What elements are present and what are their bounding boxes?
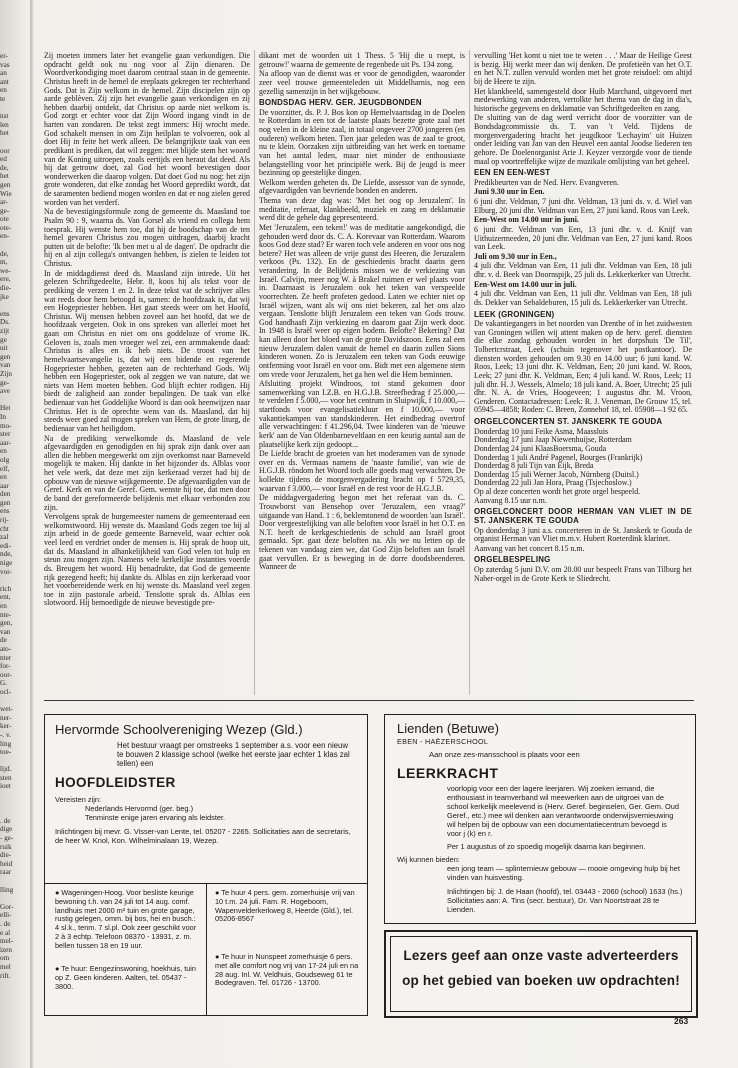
- edge-fragment: mo-: [0, 421, 12, 430]
- edge-fragment: [0, 757, 26, 766]
- edge-fragment: elli-: [0, 911, 12, 920]
- paragraph: Thema van deze dag was: 'Met het oog op Jeruzalem'. In meditatie, referaat, klankbeeld, muziek en zang en deklamatie werd dit de gehele dag gepresenteerd.: [259, 196, 465, 223]
- edge-fragment: gen: [0, 180, 11, 189]
- edge-fragment: ster: [0, 430, 11, 439]
- edge-fragment: van: [0, 361, 11, 370]
- paragraph: 4 juli dhr. Veldman van Een, 11 juli dhr. Veldman van Een, 18 juli dhr. v. d. Beek van Doornspijk, 25 juli ds. Lekkerkerker van Utrecht.: [474, 261, 692, 279]
- edge-fragment: die-: [0, 284, 12, 293]
- paragraph: 6 juni dhr. Veldman van Een, 13 juni dhr. v. d. Knijf van Uithuizermeeden, 20 juni dhr. Veldman van Een, 27 juni kand. Roos van Leek.: [474, 224, 692, 252]
- section-heading: BONDSDAG HERV. GER. JEUGDBONDEN: [259, 98, 422, 108]
- edge-fragment: len: [0, 120, 9, 129]
- edge-fragment: gen: [0, 498, 11, 507]
- edge-fragment: en: [0, 602, 7, 610]
- paragraph: Aanvang van het concert 8.15 n.m.: [474, 543, 585, 553]
- edge-fragment: rift.: [0, 971, 11, 980]
- edge-fragment: nter: [0, 653, 12, 662]
- edge-fragment: ocl-: [0, 687, 12, 696]
- concert-item: Donderdag 15 juli Werner Jacob, Nürnberg (Duitsl.): [474, 469, 639, 479]
- edge-fragment: gen: [0, 352, 11, 361]
- edge-fragment: we-: [0, 266, 11, 275]
- edge-fragment: ker-: [0, 722, 12, 731]
- paragraph: Welkom werden geheten ds. De Liefde, assessor van de synode, afgevaardigden van bevriende bonden en anderen.: [259, 177, 465, 196]
- edge-fragment: mel: [0, 962, 11, 971]
- bookseller-advert: [384, 930, 698, 1018]
- classified-aalten: ● Te huur: Eengezinswoning, hoekhuis, tuin op Z. Geen kinderen. Aalten, tel. 05437 - 3800.: [55, 964, 196, 991]
- edge-fragment: m,: [0, 258, 8, 267]
- edge-fragment: [0, 241, 26, 250]
- paragraph: Op zaterdag 5 juni D.V. om 20.00 uur bespeelt Frans van Tilburg het Naber-orgel in de Grote Kerk te Sliedrecht.: [474, 565, 692, 583]
- edge-fragment: -. v.: [0, 730, 11, 739]
- paragraph: Predikbeurten van de Ned. Herv. Evangveren.: [474, 177, 619, 187]
- edge-fragment: ioet: [0, 782, 11, 791]
- advert-contact: Inlichtingen bij mevr. G. Visser-van Lente, tel. 05207 - 2265. Sollicitaties aan de secretaris, de heer W. Knol, Kon. Wilhelminalaan 19, Wezep.: [55, 826, 351, 845]
- edge-fragment: van: [0, 627, 11, 636]
- paragraph: 6 juni dhr. Veldman, 7 juni dhr. Veldman, 13 juni ds. v. d. Wiel van Elburg, 20 juni dhr. Veldman van Een, 27 juni kand. Roos van Leek.: [474, 197, 692, 215]
- edge-fragment: die-: [0, 851, 12, 860]
- concert-item: Donderdag 8 juli Tijn van Eijk, Breda: [474, 461, 594, 471]
- edge-fragment: nige: [0, 559, 13, 568]
- edge-fragment: [0, 800, 26, 809]
- school-name: EBEN - HAËZERSCHOOL: [397, 737, 489, 746]
- concert-item: Donderdag 24 juni KlaasBoersma, Gouda: [474, 443, 607, 453]
- paragraph: In de middagdienst deed ds. Maasland zijn intrede. Uit het gelezen Schriftgedeelte, Hebr. 8, koos hij als tekst voor de prediking de verzen 1 en 2. In deze tekst vat de schrijver alles wat reeds door hem betoogd is, samen: de hoofdzaak is, dat wij een Hogepriester hebben. Het gaat steeds weer om het Hoofd, Christus. Wij mensen hebben zoveel aan het hoofd, dat we de hoofdzaak vergeten. Ook in ons spreken van allerlei moet het gaan om Christus en niet om ons goddeloze of vrome IK. Geloven is, zoals men vroeger wel zei, een armmakende daad: Christus is alles en ik heb niets. De troost van het hemelvaartsevangelie is, dat wij een bidende en regerende Hogepriester hebben, gezeten aan de rechterhand Gods. Wij hebben een Hogepriester, ook al zeggen we van nature, dat we niets van Hem moeten hebben. God blijft echter rodigen. Hij biedt de zaligheid aan zonder bepalingen. De taak van elke bedienaar van het Goddelijke Woord is dan ook heenwijzen naar Christus. Het is de oprechte wens van ds. Maasland, dat hij steeds weer goed zal mogen spreken van Hem, de grote liturg, de bedienaar van het heiligdom.: [44, 268, 250, 433]
- paragraph: De vakantiegangers in het noorden van Drenthe of in het zuidwesten van Groningen willen wij attent maken op de herv. geref. diensten die elke zondag gehouden worden in het dorpshuis 'De Til', Tolbertcrstraat, Leek (schuin tegenover het postkantoor). De diensten worden gehouden om 9.30 en 14.00 uur; 6 juni kand. W. Roos, Leek; 13 juni dhr. K. Veldman, Een; 20 juni kand. W. Roos, Leek; 27 juni dhr. K. Veldman, Een; 4 juli kand. W. Roos, Leek; 11 juli dhr. H. J. Wessels, Almelo; 18 juli kand. A. Boer, Utrecht; 25 juli dhr. N. A. de Vries, Hoogeveen; 1 augustus dhr. M. Vroon, Genderen. Contactadressen: Leek: R. J. Veneman, De Grouw 15, tel. 05945—4858; Roden: C. Breen, Zonnehof 18, tel. 05908—1 92 65.: [474, 319, 692, 415]
- page-fold: [30, 0, 34, 1068]
- paragraph: Afsluiting projekt Windroos, tot stand gekomen door samenwerking van I.Z.B. en H.G.J.B. Streefbedrag f 25.000,— te verdelen f 5.000,— voor het centrum in Sluipwijk, f 10.000,— startfonds voor evangelisatiekluur en f 10.000,— voor vakantiekampen van standskinderen. Het eindbedrag overtrof alle verwachtingen: f 41.296,04. Twee kinderen van de 'nieuwe kerk' aan de Van Oldenbarneveltlaan en een keurig aantal aan de plaatselijke kerk zijn gedoopt...: [259, 379, 465, 449]
- edge-fragment: oor: [0, 146, 10, 155]
- edge-fragment: cht: [0, 524, 9, 533]
- edge-fragment: ant: [0, 77, 9, 86]
- edge-fragment: ere,: [0, 275, 11, 284]
- edge-fragment: het: [0, 172, 9, 181]
- paragraph: Op donderdag 3 juni a.s. concerteren in de St. Janskerk te Gouda de organist Herman van Vliet m.m.v. Hubert Roeterdink klarinet.: [474, 525, 692, 544]
- edge-fragment: uit: [0, 344, 8, 353]
- edge-fragment: elf,: [0, 464, 10, 473]
- edge-fragment: ruik: [0, 842, 12, 851]
- edge-fragment: de,: [0, 163, 9, 172]
- paragraph: De sluiting van de dag werd verricht door de voorzitter van de Bondsdagcommissie ds. T. van 't Veld. Tijdens de morgenvergadering bracht het jeugdkoor 'Lechayim' uit Huizen onder leiding van Jan van den Heuvel een aantal Joodse liederen ten gehore. De Doelenorganist Arie J. Keyzer verzorgde voor de tiende maal op voortreffelijke wijze de muzikale omlijsting van het geheel.: [474, 113, 692, 166]
- job-advert-lienden: [384, 714, 696, 924]
- edge-fragment: ner-: [0, 713, 12, 722]
- advert-start: Per 1 augustus of zo spoedig mogelijk daarna kan beginnen.: [447, 842, 646, 851]
- concert-item: Op al deze concerten wordt het grote orgel bespeeld.: [474, 487, 641, 496]
- paragraph: dikant met de woorden uit 1 Thess. 5 'Hij die u roept, is getrouw!' waarna de gemeente de regenbede uit Ps. 134 zong.: [259, 52, 465, 69]
- section-heading: ORGELCONCERTEN ST. JANSKERK TE GOUDA: [474, 417, 663, 426]
- edge-fragment: en: [0, 447, 7, 456]
- edge-fragment: zijt: [0, 327, 10, 335]
- paragraph: Na afloop van de dienst was er voor de genodigden, waaronder zeer veel trouwe gemeenteleden uit Middelharnis, nog een gezellig samenzijn in het wijkgebouw.: [259, 69, 465, 96]
- edge-fragment: sten: [0, 773, 12, 782]
- edge-fragment: [0, 894, 26, 903]
- edge-fragment: Het: [0, 404, 11, 413]
- edge-fragment: ed: [0, 155, 7, 164]
- edge-fragment: de: [0, 636, 7, 645]
- edge-fragment: e al: [0, 928, 11, 937]
- separator-line: [44, 700, 694, 701]
- paragraph: 4 juli dhr. Veldman van Een, 11 juli dhr. Veldman van Een, 18 juli ds. Dekker van Sebaldeburen, 15 juli ds. Lekkerkerker van Utrecht.: [474, 289, 692, 307]
- subheading: Een-West om 14.00 uur in juni.: [474, 215, 579, 225]
- classified-nunspeet: ● Te huur in Nunspeet zomerhuisje 6 pers. met alle comfort nog vrij van 17-24 juli en na 28 aug. Inl. W. Veldhuis, Goudseweg 61 te Bodegraven. Tel. 01726 - 13700.: [215, 952, 359, 988]
- concert-item: Donderdag 10 juni Feike Asma, Maassluis: [474, 426, 609, 436]
- page-number: 263: [674, 1016, 689, 1026]
- edge-fragment: ar-: [0, 198, 8, 207]
- edge-fragment: for-: [0, 662, 11, 671]
- edge-fragment: ent,: [0, 593, 11, 602]
- edge-fragment: vor-: [0, 567, 12, 576]
- edge-fragment: an: [0, 69, 7, 78]
- article-column-1: [44, 52, 250, 692]
- edge-fragment: [0, 697, 26, 706]
- edge-fragment: In: [0, 412, 6, 421]
- edge-fragment: . de: [0, 816, 11, 825]
- edge-fragment: [0, 104, 26, 113]
- edge-fragment: . de: [0, 919, 11, 928]
- paragraph: De middagvergadering begon met het referaat van ds. C. Trouwborst van Bensehop over 'Jeruzalem, een vraag?' uitgaande van Hand. 1 : 6, beklemtonend de woorden 'aan Israël'. Door vergeestelijking van alle beloften voor Israël in het O.T. en N.T. heeft de kerkgeschiedenis de schuld aan Israël groot gemaakt. Spr. gaat deze beloften na. Als we nu letten op de tekenen van vandaag zien we, dat God Zijn beloften aan Israël gaat vervullen. Er is beweging in de dorre doodsbeenderen. Wanneer de: [259, 493, 465, 572]
- edge-fragment: [0, 396, 26, 405]
- advert-intro: Het bestuur vraagt per omstreeks 1 september a.s. voor een nieuw te bouwen 2 klassige school (welke het eerste jaar echter 1 klas zal tellen) een: [117, 741, 350, 769]
- edge-fragment: ato-: [0, 644, 12, 653]
- section-heading: LEEK (GRONINGEN): [474, 309, 555, 319]
- subheading: Juli om 9.30 uur in Een.,: [474, 251, 557, 261]
- subheading: Een-West om 14.00 uur in juli.: [474, 279, 577, 289]
- advert-divider: [206, 883, 207, 1015]
- edge-fragment: en: [0, 86, 7, 95]
- edge-fragment: zal: [0, 533, 9, 542]
- edge-fragment: edi-: [0, 541, 12, 550]
- edge-fragment: ens: [0, 309, 10, 318]
- edge-fragment: olg: [0, 455, 10, 464]
- advert-position: HOOFDLEIDSTER: [55, 774, 176, 790]
- advert-line: op het gebied van boeken uw opdrachten!: [402, 973, 680, 988]
- edge-fragment: Zijn: [0, 369, 12, 378]
- advert-contact: Inlichtingen bij: J. de Haan (hoofd), tel. 03443 - 2060 (school) 1633 (hs.) Sollicitaties aan: A. Tins (secr. bestuur), Dr. Van Noortstraat 28 te Lienden.: [447, 887, 683, 914]
- edge-fragment: en-: [0, 232, 10, 241]
- column-rule: [254, 50, 255, 695]
- edge-fragment: nte-: [0, 610, 12, 619]
- edge-fragment: - ge-: [0, 834, 14, 843]
- article-column-3: [474, 52, 692, 692]
- concert-item: Donderdag 22 juli Jan Hora, Praag (Tsjechoslow.): [474, 478, 632, 488]
- section-heading: ORGELBESPELING: [474, 555, 551, 565]
- edge-fragment: dige: [0, 825, 13, 834]
- advert-offer: een jong team — splinternieuw gebouw — mooie omgeving hulp bij het vinden van huisvesting.: [447, 864, 680, 882]
- edge-fragment: izen: [0, 945, 12, 954]
- edge-fragment: ling: [0, 739, 12, 748]
- edge-fragment: ge-: [0, 206, 10, 215]
- edge-fragment: [0, 301, 26, 310]
- edge-fragment: lling: [0, 885, 14, 894]
- requirements-label: Vereisten zijn:: [55, 794, 102, 804]
- edge-fragment: [0, 576, 26, 585]
- advert-position: LEERKRACHT: [397, 765, 499, 781]
- edge-fragment: gen,: [0, 619, 13, 628]
- edge-fragment: G.: [0, 679, 7, 688]
- edge-fragment: vas: [0, 60, 10, 69]
- column-rule: [469, 50, 470, 695]
- edge-fragment: wet-: [0, 705, 13, 714]
- subheading: Juni 9.30 uur in Een.: [474, 187, 545, 197]
- edge-fragment: ote: [0, 215, 9, 224]
- requirement: Nederlands Hervormd (ger. beg.): [85, 803, 194, 813]
- article-column-2: [259, 52, 465, 692]
- edge-fragment: rich: [0, 584, 12, 593]
- previous-page-edge-text: [0, 52, 26, 1012]
- edge-fragment: lijd.: [0, 765, 12, 774]
- edge-fragment: ave: [0, 387, 10, 396]
- edge-fragment: heid: [0, 859, 13, 868]
- edge-fragment: [0, 791, 26, 800]
- edge-fragment: raar: [0, 868, 12, 877]
- concert-list: [474, 428, 692, 506]
- edge-fragment: ge: [0, 335, 7, 344]
- concert-item: Aanvang 8.15 uur n.m.: [474, 495, 547, 505]
- advert-title: Hervormde Schoolvereniging Wezep (Gld.): [55, 722, 303, 737]
- edge-fragment: ge-: [0, 378, 10, 387]
- paragraph: Vervolgens sprak de burgemeester namens de gemeenteraad een welkomstwoord. Hij wenste ds. Maasland Gods zegen toe bij al zijn arbeid in de goede gemeente Barneveld, waar echter ook veel leed en verdriet onder de mensen is. Hij sprak de hoop uit, dat ds. Maasland in alhankelijkheid van God velen tot hulp en steun zou mogen zijn. Namens vele kerkelijke instanties voerde ds. Breugem het woord. Hij benadrukte, dat God de gemeente rijk gezegend heeft; hij dankte ds. Alblas en zijn kerkeraad voor het voorbereidende werk en hij wenste ds. Maasland veel zegen toe in zijn pastorale arbeid. Tenslotte sprak ds. Alblas een slotwoord. Hij bemoedigde de nieuwe bevestigde pre-: [44, 512, 250, 608]
- advert-frame: [390, 936, 692, 1012]
- requirement: Tenminste enige jaren ervaring als leidster.: [85, 812, 226, 822]
- advert-body: voorlopig voor een der lagere leerjaren. Wij zoeken iemand, die enthousiast in teamverband wil meewerken aan de uitgroei van de school kerkelijk meelevend is (Herv. Geref. beginselen, Ger. Gem. Oud Geref., etc.) mee wil denken aan verantwoorde onderwijsvernieuwing wil helpen bij de opbouw van een documentatiecentrum bevoegd is voor j (k) en r.: [447, 784, 679, 838]
- paragraph: De voorzitter, ds. P. J. Bos kon op Hemelvaartsdag in de Doelen te Rotterdam in een tot de laatste plaats bezette grote zaal met nog velen in de kleine zaal, in totaal ongeveer 2700 jongeren (en ouderen) welkom heten. Tien jaar geleden was de zaal te groot, nu te klein. Oorzaken zijn uitbreiding van het werk en toename van het aantal leden, maar niet minder de enthousiaste belangstelling voor het principiële werk. Bij de jeugd is meer bezinning op geestelijke dingen.: [259, 107, 465, 178]
- paragraph: De Liefde bracht de groeten van het moderamen van de synode over en ds. Vermaas namens de 'naaste familie', van wie de H.G.J.B. röndom het Woord toch alle goeds mag verwachten. De kollekte tijdens de morgenvergadering bracht op f 5729,35, waarvan f 3.000,— voor Israël en de rest voor de H.G.J.B.: [259, 449, 465, 493]
- edge-fragment: en: [0, 473, 7, 482]
- concert-item: Donderdag 17 juni Jaap Niewenhuijse, Rotterdam: [474, 435, 632, 445]
- edge-fragment: ens: [0, 507, 10, 516]
- paragraph: Na de prediking verwelkomde ds. Maasland de vele afgevaardigden en genodigden en hij sprak zijn dank over aan allen die hebben meegewerkt om zijn overkomst naar Barneveld mogelijk te maken. Hij dankte in het bijzonder ds. Alblas voor het vele werk, dat deze met zijn kerkeraad verzet had bij de opbouw van de nieuwe wijkgemeente. De afgevaardigden van de Geref. Kerk en van de Geref. Gem. wenste hij toe, dat men door de band der gereformeerde belijdenis met elkaar verbonden zou zijn.: [44, 433, 250, 512]
- advert-title: Lienden (Betuwe): [397, 721, 499, 736]
- classified-wageningen: ● Wageningen-Hoog. Voor besliste keurige bewoning t.h. van 24 juli tot 14 aug. comf. landhuis met 2000 m² tuin en grote garage, rustig gelegen, omm. bij bos, hei en busch.: 4 sl.k., tenm. 7 sl.pl. Ook zeer geschikt voor 2 à 3 echtp. Telefoon 08370 - 13931, z. m. bellen tussen 18 en 19 uur.: [55, 888, 197, 950]
- edge-fragment: den: [0, 490, 11, 499]
- edge-fragment: oor-: [0, 670, 12, 679]
- paragraph: Zij moeten immers later het evangelie gaan verkondigen. Die opdracht geldt ook nu nog voor al Zijn dienaren. De Woordverkondiging moet daarom centraal staan in de gemeente. Christus heeft in de hemel de ereplaats gekregen ter rechterhand Gods. Dat is Zijn welkom in de hemel. Zijn discipelen zijn op aarde geblèven. Zij zijn het evangelie gaan verkondigen en zij hebben daarbij ontdekt, dat Christus op aarde niet welkom is. God zorgt er echter voor dat Zijn Woord ingang vindt in de harten van zondaren. De tekst zegt immers: Hij wrocht mede. God schakelt mensen in om Zijn heilplan te volvoeren, ook al doet Hij in feite het werk alleen. De belangrijkste taak van een predikant is prediken, dat wil zeggen: met blijde stem het woord van de Koning uitroepen, zoals eertijds een heraut dat deed. Als hij dat getrouw doet, zal God het woord bevestigen door wonderwerken die daarop volgen. Dat doet God nu nog: het zijn grote wonderen, dat elke zondag het Woord gepredikt wordt, dat de saramenten bediend mogen worden en dat er nog zielen gered worden van het verderf.: [44, 52, 250, 207]
- edge-fragment: de,: [0, 249, 9, 258]
- advert-line: Lezers geef aan onze vaste adverteerders: [403, 948, 679, 963]
- edge-fragment: om: [0, 954, 10, 963]
- paragraph: Met 'Jeruzalem, een teken!' was de meditatie aangekondigd, die gehouden werd door ds. C. A. Korevaar van Rotterdam. Waarom koos God deze stad? Er waren toch vele anderen en voor ons nog betere? Het was alleen de vrije gunst des Heeren, die Jeruzalem verkoos (Ps. 132). En de geschiedenis bracht daarin geen verandering. In de Belijdenis missen we de verkiezing van Israël. Calvijn, meer nog W. à Brakel ruimen er wel plaats voor in. Daarnaast is Jeruzalem ook het teken van verspeelde voorrechten. Ze heeft profeten gedood. Laten we echter niet op Israël wijzen, want als wij ons niet bekeren, zal het ons alzo vergaan. Tenslotte blijft Jeruzalem een teken van Gods trouw. God handhaaft Zijn verkiezing en daarom gaat Zijn werk door. In 1948 is Israël weer op eigen bodem. Belofte? Bekering? Dat kan alleen door het bloed van de grote Davidszoon. Eens zal een nieuw Jeruzalem dalen vanuit de hemel en daarin zullen Sions kinderen wonen. Zo is Jeruzalem een teken van Gods eeuwige ontferming voor Israël en voor ons. Bidt met een algemene stem om vrede voor Jeruzalem, het ga hen wel die Hem beminnen.: [259, 222, 465, 379]
- edge-fragment: jke: [0, 292, 9, 301]
- edge-fragment: ote-: [0, 223, 12, 232]
- paragraph: Het klankbeeld, samengesteld door Huib Marchand, uitgevoerd met medewerking van anderen, vertolkte het thema van de dag in dia's, historische gegevens en deklamatie van Schriftgedeelten en zang.: [474, 86, 692, 113]
- classified-heerde: ● Te huur 4 pers. gem. zomerhuisje vrij van 10 t.m. 24 juli. Fam. R. Hogeboom, Wapenvelderkerkweg 8, Heerde (Gld.), tel. 05206-8567: [215, 888, 355, 924]
- edge-fragment: [0, 877, 26, 886]
- edge-fragment: mel-: [0, 937, 14, 946]
- edge-fragment: toe-: [0, 748, 12, 757]
- edge-fragment: Gor-: [0, 902, 14, 911]
- job-advert-wezep: [44, 714, 368, 1016]
- edge-fragment: te: [0, 94, 6, 103]
- edge-fragment: [0, 138, 26, 147]
- edge-fragment: rij-: [0, 516, 9, 525]
- edge-fragment: Wie: [0, 189, 12, 198]
- edge-fragment: het: [0, 129, 9, 138]
- advert-offer-label: Wij kunnen bieden:: [397, 855, 460, 864]
- advert-intro: Aan onze zes-mansschool is plaats voor een: [429, 750, 580, 759]
- section-heading: ORGELCONCERT DOOR HERMAN VAN VLIET IN DE ST. JANSKERK TE GOUDA: [474, 507, 692, 525]
- concert-item: Donderdag 1 juli André Pagenel, Bourges (Frankrijk): [474, 452, 643, 462]
- edge-fragment: aar: [0, 481, 9, 490]
- edge-fragment: Ds.: [0, 318, 10, 327]
- section-heading: EEN EN EEN-WEST: [474, 168, 551, 178]
- edge-fragment: aar-: [0, 438, 12, 447]
- paragraph: vervulling 'Het komt u niet toe te weten . . .' Maar de Heilige Geest is bezig. Hij werkt meer dan wij denken. De profetieën van het O.T. en het N.T. zullen vervuld worden met het grote reisdoel: om altijd bij de Heere te zijn.: [474, 52, 692, 86]
- edge-fragment: [0, 808, 26, 817]
- edge-fragment: er-: [0, 52, 8, 60]
- edge-fragment: nst: [0, 112, 9, 121]
- paragraph: Na de bevestigingsformule zong de gemeente ds. Maasland toe Psalm 90 : 9, waarna ds. Van Gorsel als vriend en collega hem toesprak. Hij wenste hem toe, dat hij de boodschap van de ten hemel gevaren Christus zou mogen uitdragen, daarbij kracht putten uit de belofte: 'Ik ben met u al de dagen'. De opdracht die hij en al zijn collega's ontvangen hebben, is zielen te leiden tot Christus.: [44, 207, 250, 268]
- edge-fragment: nde,: [0, 550, 13, 559]
